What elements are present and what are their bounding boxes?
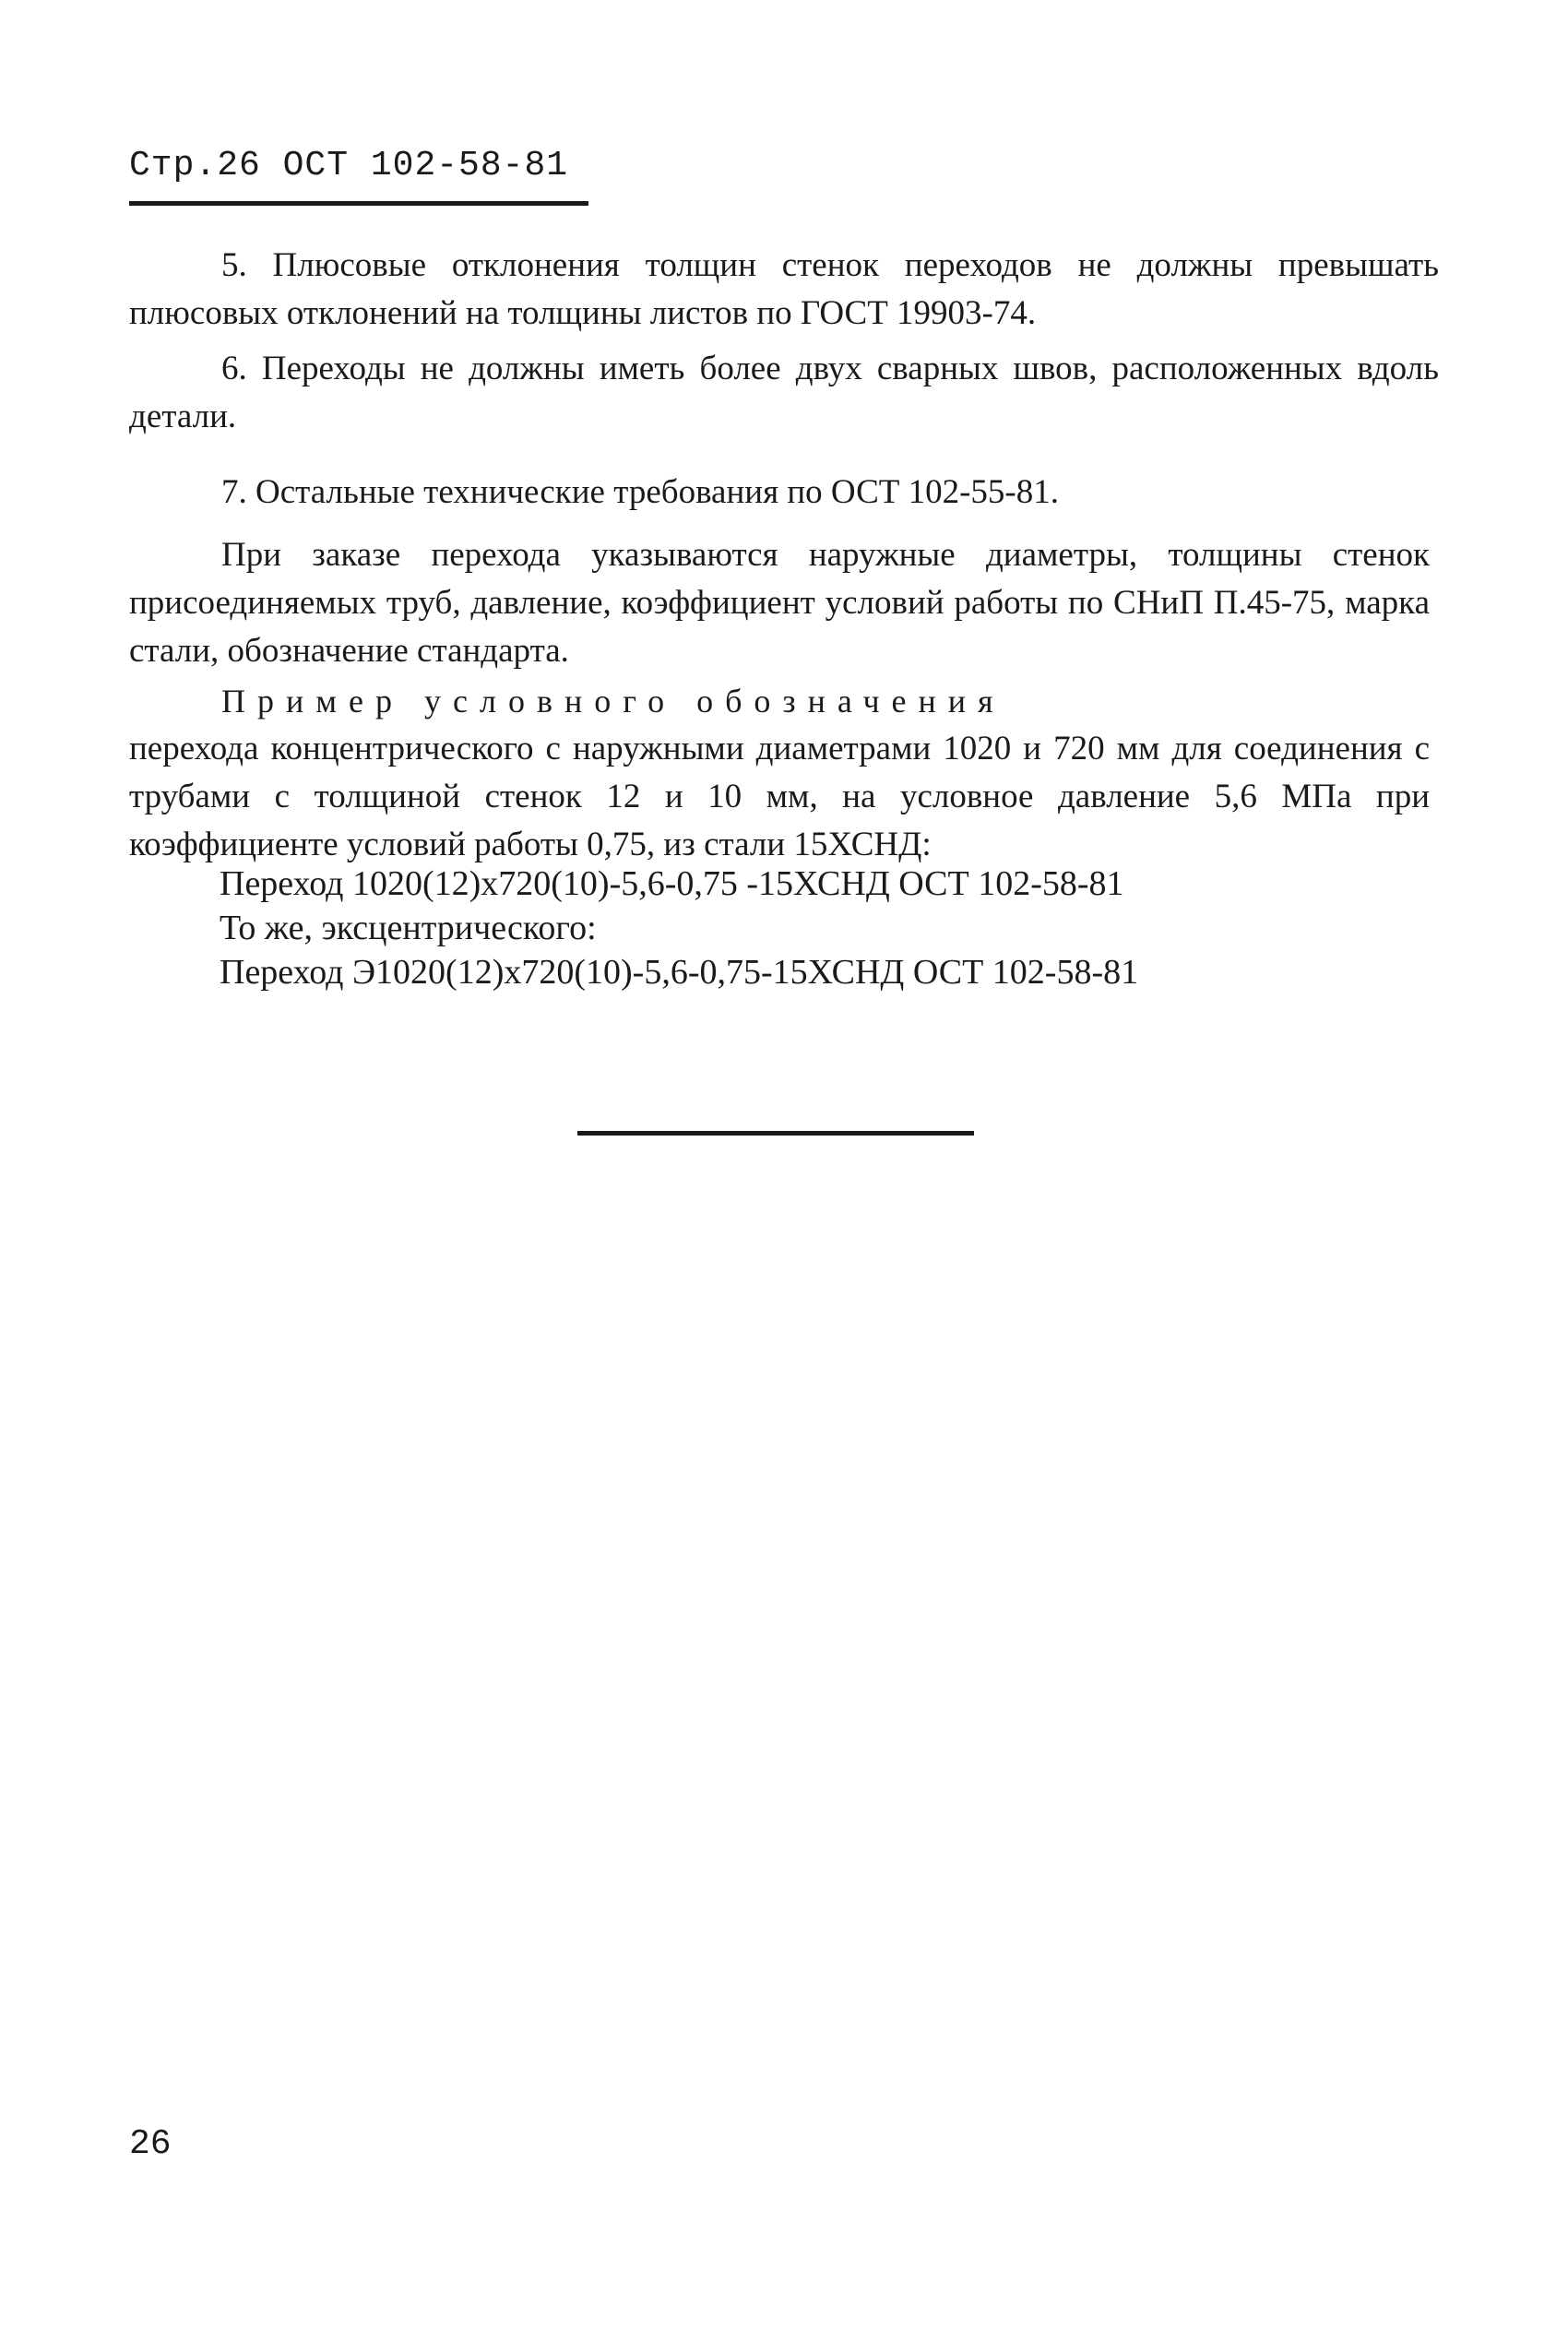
end-of-section-rule — [577, 1131, 974, 1136]
eccentric-label: То же, эксцентрического: — [220, 909, 597, 947]
requirement-item-7-text: 7. Остальные технические требования по ОСТ 102-55-81. — [221, 473, 1059, 511]
header-underline — [129, 201, 588, 206]
requirement-item-6-text: 6. Переходы не должны иметь более двух сварных швов, расположенных вдоль детали. — [129, 350, 1439, 435]
designation-examples — [220, 862, 1138, 994]
requirement-item-5 — [129, 242, 1439, 338]
designation-eccentric: Переход Э1020(12)х720(10)-5,6-0,75-15ХСНД ОСТ 102-58-81 — [220, 953, 1139, 992]
example-description: перехода концентрического с наружными диаметрами 1020 и 720 мм для соединения с трубами с толщиной стенок 12 и 10 мм, на условное давление 5,6 МПа при коэффициенте условий работы 0,75, из стали 15ХСНД: — [129, 730, 1430, 863]
requirement-item-6 — [129, 345, 1439, 441]
designation-concentric: Переход 1020(12)х720(10)-5,6-0,75 -15ХСНД ОСТ 102-58-81 — [220, 864, 1124, 903]
page-header: Стр.26 ОСТ 102-58-81 — [129, 146, 569, 185]
example-section — [129, 677, 1430, 869]
requirement-item-7 — [129, 469, 1439, 517]
order-note-text: При заказе перехода указываются наружные диаметры, толщины стенок присоединяемых труб, давление, коэффициент условий работы по СНиП П.45-75, марка стали, обозначение стандарта. — [129, 536, 1430, 670]
page-number: 26 — [129, 2124, 172, 2164]
order-note — [129, 531, 1430, 675]
requirement-item-5-text: 5. Плюсовые отклонения толщин стенок переходов не должны превышать плюсовых отклонений на толщины листов по ГОСТ 19903-74. — [129, 246, 1439, 332]
example-heading: Пример условного обозначения — [221, 683, 1005, 720]
